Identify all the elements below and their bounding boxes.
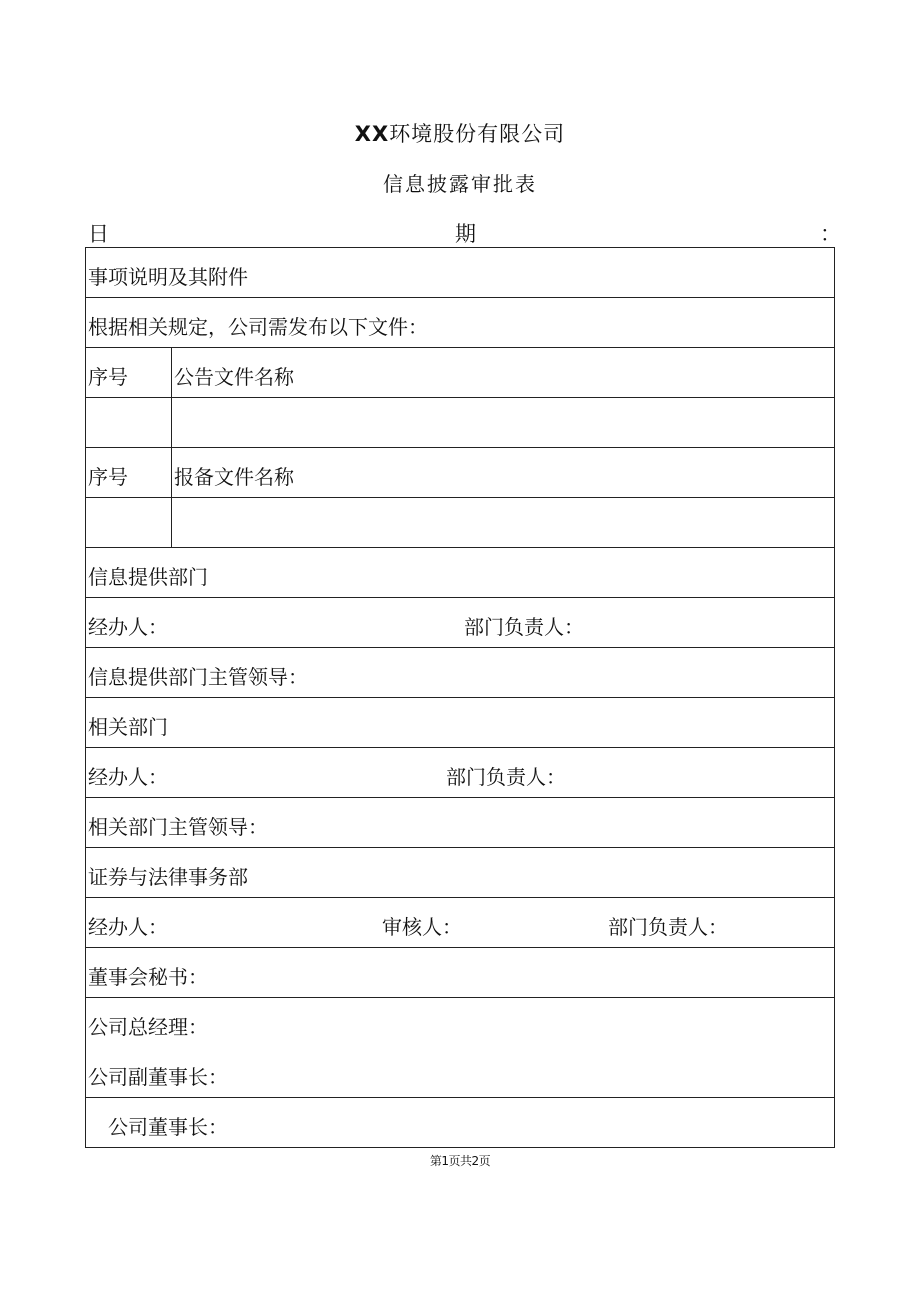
row-announcement-entry[interactable] xyxy=(86,398,834,448)
related-dept-label: 相关部门 xyxy=(88,715,168,739)
date-label-char-1: 日 xyxy=(88,222,109,246)
row-related-dept xyxy=(86,698,834,748)
dept-head-label-2: 部门负责人： xyxy=(446,765,566,789)
page-number: 第1页共2页 xyxy=(429,1154,491,1168)
board-secretary-label: 董事会秘书： xyxy=(88,965,208,989)
date-line xyxy=(86,218,841,248)
row-related-dept-leader xyxy=(86,798,834,848)
row-chairman xyxy=(86,1098,834,1148)
approval-form xyxy=(85,247,835,1148)
company-prefix: XX xyxy=(354,122,390,146)
row-info-dept-signers xyxy=(86,598,834,648)
row-announcement-header xyxy=(86,348,834,398)
row-intro xyxy=(86,298,834,348)
row-info-dept xyxy=(86,548,834,598)
reviewer-label: 审核人： xyxy=(382,915,462,939)
row-info-dept-leader xyxy=(86,648,834,698)
row-matter xyxy=(86,248,834,298)
vice-chairman-label: 公司副董事长： xyxy=(88,1065,228,1089)
row-general-manager xyxy=(86,998,834,1048)
company-title xyxy=(0,118,920,148)
intro-text: 根据相关规定，公司需发布以下文件： xyxy=(88,315,428,339)
seq-label-1: 序号 xyxy=(88,365,128,389)
seq-label-2: 序号 xyxy=(88,465,128,489)
row-filing-entry[interactable] xyxy=(86,498,834,548)
chairman-label: 公司董事长： xyxy=(108,1115,228,1139)
handler-label-2: 经办人： xyxy=(88,765,168,789)
column-divider xyxy=(171,498,172,547)
securities-dept-label: 证券与法律事务部 xyxy=(88,865,248,889)
info-dept-leader-label: 信息提供部门主管领导： xyxy=(88,665,308,689)
row-related-dept-signers xyxy=(86,748,834,798)
form-title: 信息披露审批表 xyxy=(383,172,537,196)
dept-head-label-3: 部门负责人： xyxy=(608,915,728,939)
dept-head-label-1: 部门负责人： xyxy=(464,615,584,639)
company-name: 环境股份有限公司 xyxy=(389,122,566,146)
column-divider xyxy=(171,448,172,497)
info-dept-label: 信息提供部门 xyxy=(88,565,208,589)
column-divider xyxy=(171,398,172,447)
column-divider xyxy=(171,348,172,397)
handler-label-3: 经办人： xyxy=(88,915,168,939)
date-colon: ： xyxy=(820,222,841,246)
row-board-secretary xyxy=(86,948,834,998)
row-securities-dept xyxy=(86,848,834,898)
row-filing-header xyxy=(86,448,834,498)
announcement-column-header: 公告文件名称 xyxy=(174,365,294,389)
row-vice-chairman xyxy=(86,1048,834,1098)
filing-column-header: 报备文件名称 xyxy=(174,465,294,489)
row-securities-signers xyxy=(86,898,834,948)
related-dept-leader-label: 相关部门主管领导： xyxy=(88,815,268,839)
handler-label-1: 经办人： xyxy=(88,615,168,639)
general-manager-label: 公司总经理： xyxy=(88,1015,208,1039)
matter-label: 事项说明及其附件 xyxy=(88,265,248,289)
date-label-char-2: 期 xyxy=(455,222,476,246)
